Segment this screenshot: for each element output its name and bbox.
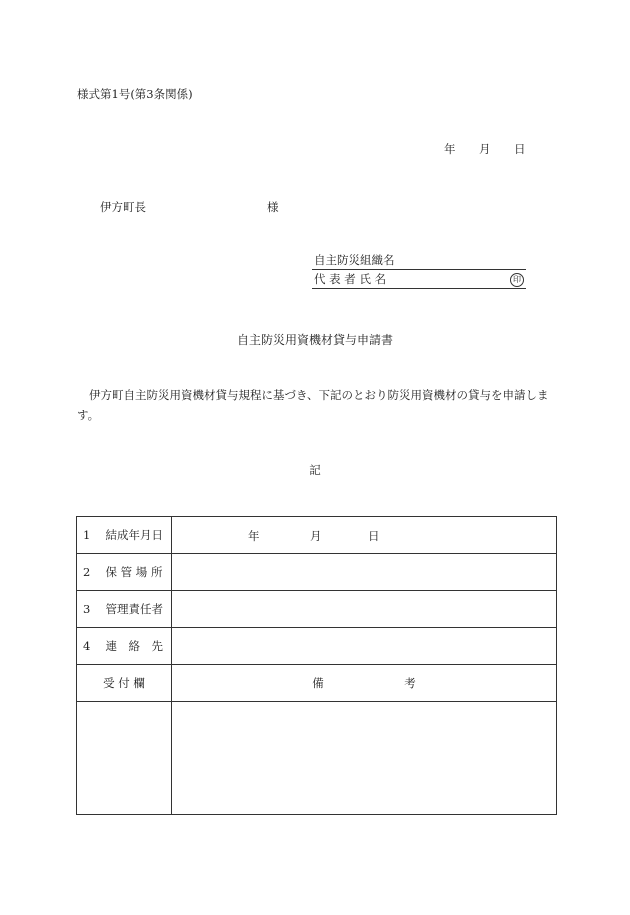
- remarks-header: 備 考: [172, 665, 557, 702]
- row-label: 連 絡 先: [105, 639, 163, 653]
- remarks-field[interactable]: [172, 702, 557, 815]
- field-month-label: 月: [310, 529, 322, 543]
- representative-field[interactable]: [312, 272, 526, 289]
- table-row: [77, 554, 557, 591]
- table-row: [77, 665, 557, 702]
- date-day-label: 日: [514, 142, 526, 156]
- contact-field[interactable]: [172, 628, 557, 665]
- reception-header: 受 付 欄: [77, 665, 172, 702]
- row-label: 結成年月日: [105, 528, 163, 542]
- body-paragraph: 伊方町自主防災用資機材貸与規程に基づき、下記のとおり防災用資機材の貸与を申請します。: [77, 388, 549, 422]
- row-label-cell: [77, 591, 172, 628]
- table-row: [77, 591, 557, 628]
- row-number: 3: [83, 602, 91, 616]
- row-number: 1: [83, 528, 91, 542]
- org-name-label: 自主防災組織名: [314, 253, 395, 267]
- addressee-name: 伊方町長: [100, 200, 146, 214]
- row-number: 4: [83, 639, 91, 653]
- manager-field[interactable]: [172, 591, 557, 628]
- application-table: [76, 516, 557, 815]
- form-number: 様式第1号(第3条関係): [77, 87, 193, 101]
- seal-icon: 印: [510, 273, 524, 287]
- reception-field[interactable]: [77, 702, 172, 815]
- ki-heading: 記: [309, 463, 321, 477]
- storage-location-field[interactable]: [172, 554, 557, 591]
- row-label-cell: [77, 517, 172, 554]
- formation-date-field[interactable]: [172, 517, 557, 554]
- row-label: 管理責任者: [105, 602, 163, 616]
- row-label: 保 管 場 所: [105, 565, 163, 579]
- addressee-suffix: 様: [267, 200, 279, 214]
- table-row: [77, 702, 557, 815]
- representative-label: 代 表 者 氏 名: [314, 272, 387, 286]
- row-label-cell: [77, 628, 172, 665]
- date-year-label: 年: [444, 142, 456, 156]
- field-year-label: 年: [248, 529, 260, 543]
- document-title: 自主防災用資機材貸与申請書: [236, 333, 393, 347]
- field-day-label: 日: [368, 529, 380, 543]
- row-number: 2: [83, 565, 91, 579]
- row-label-cell: [77, 554, 172, 591]
- date-month-label: 月: [479, 142, 491, 156]
- table-row: [77, 517, 557, 554]
- table-row: [77, 628, 557, 665]
- org-name-field[interactable]: [312, 253, 526, 270]
